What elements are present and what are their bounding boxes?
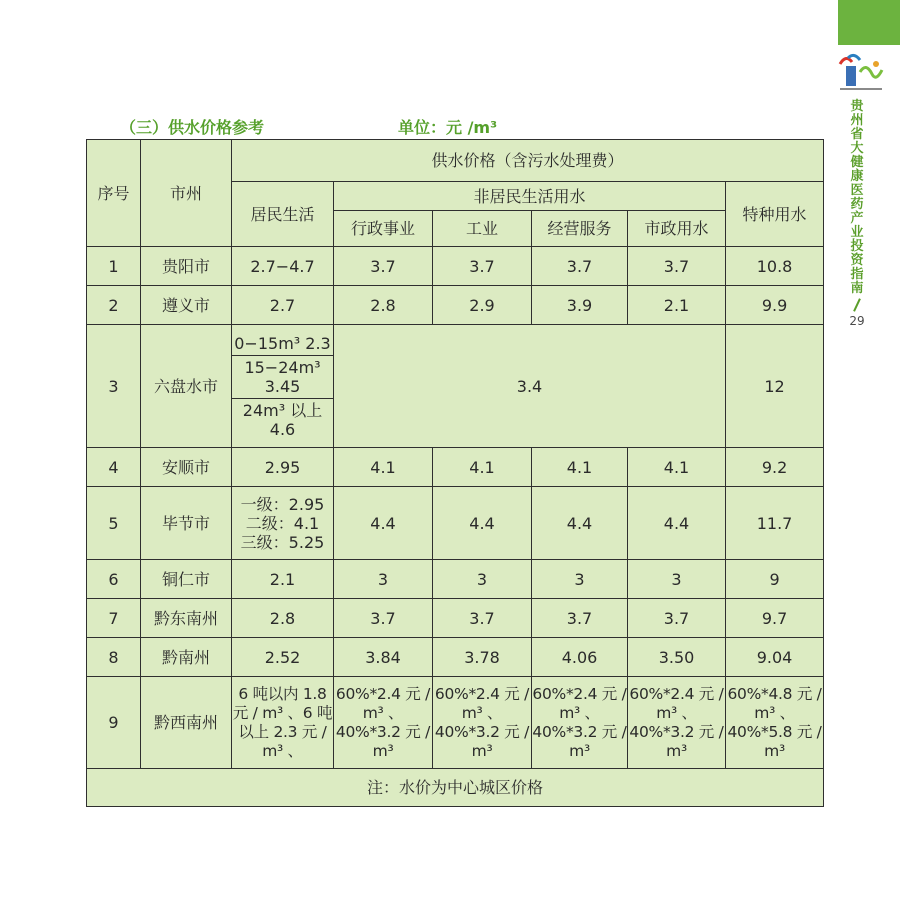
cell-resident: 2.7−4.7 [232,247,334,286]
cell-seq: 6 [87,560,141,599]
cell-business: 60%*2.4 元 / m³ 、40%*3.2 元 / m³ [532,677,628,769]
cell-special: 9.04 [726,638,824,677]
cell-admin: 3.7 [334,247,433,286]
cell-resident: 6 吨以内 1.8 元 / m³ 、6 吨以上 2.3 元 / m³ 、 [232,677,334,769]
header-industry: 工业 [433,211,532,247]
cell-seq: 3 [87,325,141,448]
cell-seq: 1 [87,247,141,286]
cell-city: 安顺市 [141,448,232,487]
cell-admin: 3.84 [334,638,433,677]
cell-special: 12 [726,325,824,448]
cell-industry: 3.7 [433,247,532,286]
cell-industry: 60%*2.4 元 / m³ 、40%*3.2 元 / m³ [433,677,532,769]
resident-tier: 0−15m³ 2.3 [232,332,333,356]
cell-admin: 4.1 [334,448,433,487]
table-row [87,448,824,487]
header-business: 经营服务 [532,211,628,247]
cell-business: 4.4 [532,487,628,560]
side-title-char: 州 [850,113,864,128]
table-row [87,638,824,677]
side-title-char: 大 [850,141,864,156]
header-admin: 行政事业 [334,211,433,247]
cell-admin: 60%*2.4 元 / m³ 、40%*3.2 元 / m³ [334,677,433,769]
side-title-char: 省 [850,127,864,142]
cell-seq: 4 [87,448,141,487]
cell-industry: 2.9 [433,286,532,325]
cell-city: 铜仁市 [141,560,232,599]
side-title-char: 医 [850,183,864,198]
cell-municipal: 3.7 [628,247,726,286]
cell-industry: 4.4 [433,487,532,560]
table-row [87,325,824,448]
header-group: 供水价格（含污水处理费） [232,140,824,182]
page-number: 29 [849,314,865,328]
cell-resident: 2.52 [232,638,334,677]
cell-admin: 2.8 [334,286,433,325]
cell-resident: 2.7 [232,286,334,325]
cell-municipal: 3.50 [628,638,726,677]
side-title-char: 南 [850,281,864,296]
cell-city: 黔西南州 [141,677,232,769]
resident-level: 二级：4.1 [245,513,320,533]
caption-title: （三）供水价格参考 [120,118,265,137]
cell-business: 3.7 [532,247,628,286]
table-row [87,247,824,286]
side-title-char: 贵 [850,99,864,114]
resident-level: 三级：5.25 [240,532,325,552]
side-title-char: 指 [850,267,864,282]
cell-municipal: 3 [628,560,726,599]
cell-resident: 2.8 [232,599,334,638]
cell-admin: 4.4 [334,487,433,560]
cell-industry: 4.1 [433,448,532,487]
cell-business: 4.06 [532,638,628,677]
cell-city: 遵义市 [141,286,232,325]
cell-municipal: 60%*2.4 元 / m³ 、40%*3.2 元 / m³ [628,677,726,769]
cell-municipal: 4.4 [628,487,726,560]
side-divider [853,298,861,312]
cell-seq: 8 [87,638,141,677]
cell-special: 9.7 [726,599,824,638]
table-note-row [87,769,824,807]
cell-special: 9 [726,560,824,599]
cell-resident: 2.95 [232,448,334,487]
table-row [87,599,824,638]
header-seq: 序号 [87,140,141,247]
cell-business: 4.1 [532,448,628,487]
table-caption [120,115,540,137]
side-title-char: 产 [850,211,864,226]
cell-resident: 2.1 [232,560,334,599]
cell-admin: 3.7 [334,599,433,638]
cell-special: 60%*4.8 元 / m³ 、40%*5.8 元 / m³ [726,677,824,769]
resident-tier: 15−24m³ 3.45 [232,356,333,399]
header-special: 特种用水 [726,182,824,247]
cell-special: 11.7 [726,487,824,560]
cell-city: 黔东南州 [141,599,232,638]
cell-special: 9.2 [726,448,824,487]
cell-industry: 3.7 [433,599,532,638]
corner-green-tab [838,0,900,45]
cell-business: 3 [532,560,628,599]
side-title-char: 资 [850,253,864,268]
cell-non-resident-merged: 3.4 [334,325,726,448]
cell-special: 9.9 [726,286,824,325]
caption-unit: 单位：元 /m³ [398,118,498,137]
cell-municipal: 4.1 [628,448,726,487]
side-title-char: 健 [850,155,864,170]
cell-industry: 3.78 [433,638,532,677]
side-vertical-title [846,100,868,328]
resident-level: 一级：2.95 [240,494,325,514]
header-city: 市州 [141,140,232,247]
table-row [87,560,824,599]
cell-seq: 9 [87,677,141,769]
cell-city: 贵阳市 [141,247,232,286]
cell-seq: 7 [87,599,141,638]
header-non-resident: 非居民生活用水 [334,182,726,211]
cell-city: 黔南州 [141,638,232,677]
water-price-table [86,139,824,807]
side-title-char: 投 [850,239,864,254]
table-note: 注：水价为中心城区价格 [87,769,824,807]
cell-municipal: 3.7 [628,599,726,638]
side-title-char: 药 [850,197,864,212]
table-row [87,677,824,769]
guizhou-logo-icon [836,52,886,94]
cell-seq: 2 [87,286,141,325]
cell-special: 10.8 [726,247,824,286]
side-title-char: 业 [850,225,864,240]
cell-seq: 5 [87,487,141,560]
header-municipal: 市政用水 [628,211,726,247]
cell-city: 六盘水市 [141,325,232,448]
resident-tier: 24m³ 以上 4.6 [242,400,323,439]
cell-resident-levels [232,487,334,560]
cell-admin: 3 [334,560,433,599]
cell-municipal: 2.1 [628,286,726,325]
table-row [87,487,824,560]
cell-city: 毕节市 [141,487,232,560]
cell-resident-tiers [232,325,334,448]
side-title-char: 康 [850,169,864,184]
cell-business: 3.9 [532,286,628,325]
cell-industry: 3 [433,560,532,599]
table-row [87,286,824,325]
header-resident: 居民生活 [232,182,334,247]
cell-business: 3.7 [532,599,628,638]
